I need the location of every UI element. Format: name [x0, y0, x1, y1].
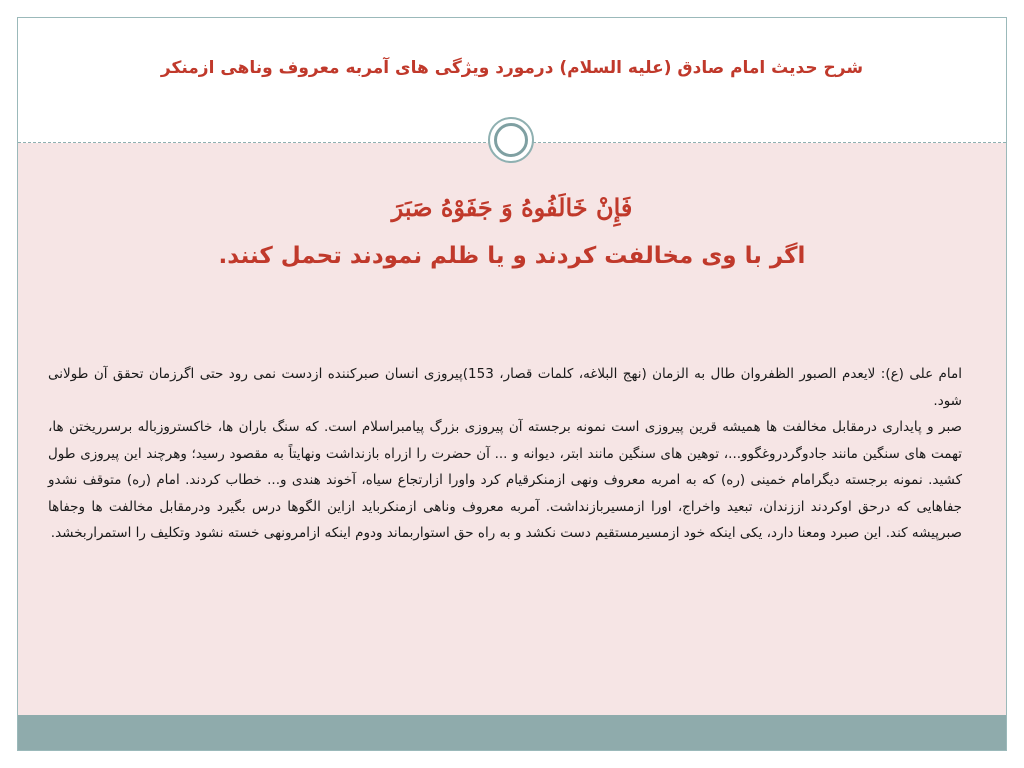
circle-ornament-icon — [488, 117, 534, 163]
body-text — [48, 361, 962, 547]
slide-title: شرح حدیث امام صادق (علیه السلام) درمورد ویژگی های آمربه معروف وناهی ازمنکر — [160, 58, 864, 78]
body-paragraph-1: امام علی (ع): لایعدم الصبور الظفروان طال به الزمان (نهج البلاغه، کلمات قصار، 153)پیروزی انسان صبرکننده ازدست نمی رود حتی اگرزمان تحقق آن طولانی شود. — [48, 366, 962, 409]
slide-content — [18, 143, 1006, 716]
slide-footer-bar — [18, 715, 1006, 750]
hadith-translation: اگر با وی مخالفت کردند و یا ظلم نمودند تحمل کنند. — [218, 243, 806, 269]
circle-ornament-inner — [494, 123, 528, 157]
slide — [17, 17, 1007, 751]
hadith-arabic: فَإِنْ خَالَفُوهُ وَ جَفَوْهُ صَبَرَ — [391, 193, 633, 222]
body-paragraph-2: صبر و پایداری درمقابل مخالفت ها همیشه قرین پیروزی است نمونه برجسته آن پیروزی بزرگ پیامبراسلام است. که سنگ باران ها، خاکستروزباله برسرریختن ها، تهمت های سنگین مانند جادوگردروغگوو...، توهین های سنگین مانند ابتر، دیوانه و ... آن حضرت را ازراه بازنداشت ونهایتاً به مقصود رسید؛ وهرچند این پیروزی طول کشید. نمونه برجسته دیگرامام خمینی (ره) که به امربه معروف ونهی ازمنکرقیام کرد واورا ازارتجاع سیاه، آخوند هندی و... خطاب کردند. امام (ره) متوقف نشدو جفاهایی که درحق اوکردند اززندان، تبعید واخراج، اورا ازمسیربازنداشت. آمربه معروف وناهی ازمنکرباید ازاین الگوها درس بگیرد ودرمقابل مخالفت ها وجفاها صبرپیشه کند. این صبرد ومعنا دارد، یکی اینکه خود ازمسیرمستقیم دست نکشد و به راه حق استواربماند ودوم اینکه ازامرونهی خسته نشود وتکلیف را استمراربخشد. — [48, 419, 962, 541]
